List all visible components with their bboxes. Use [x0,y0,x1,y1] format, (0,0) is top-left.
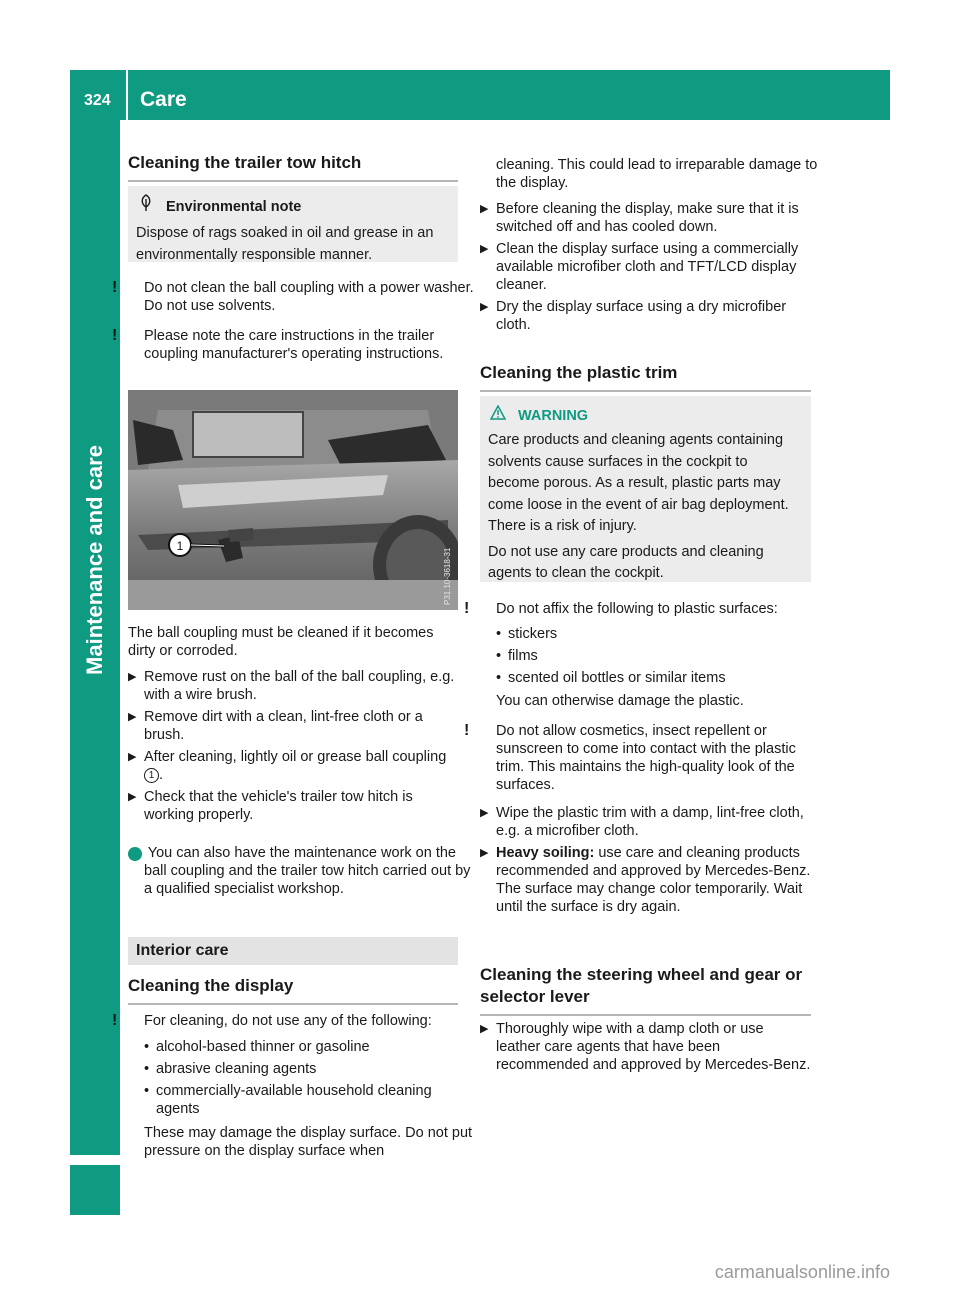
cosmetics-warning: ! Do not allow cosmetics, insect repellent or sunscreen to come into contact with the plastic trim. This maintains the high-quality look of the surfaces. [464,722,796,793]
exclamation-icon: ! [112,327,118,344]
photo-callout: 1 [176,539,184,553]
warning-text: Please note the care instructions in the trailer coupling manufacturer's operating instructions. [144,328,444,362]
header-bar [70,70,890,120]
warning-text: Do not clean the ball coupling with a power washer. Do not use solvents. [144,280,474,314]
step-item: ▶ Clean the display surface using a commercially available microfiber cloth and TFT/LCD display cleaner. [480,241,799,293]
display-steps [480,200,811,334]
warning-title: WARNING [518,408,589,424]
interior-care-bar: Interior care [128,937,458,965]
display-continued: cleaning. This could lead to irreparable damage to the display. [496,157,818,191]
arrow-icon: ▶ [128,791,137,803]
section-title-tow-hitch: Cleaning the trailer tow hitch [128,152,458,182]
step-item: ▶ Heavy soiling: use care and cleaning products recommended and approved by Mercedes-Benz. The surface may change color temporarily. Wait until the surface is dry again. [480,845,811,915]
callout-ref: 1 [144,768,159,783]
arrow-icon: ▶ [480,243,489,255]
page-number: 324 [84,92,111,109]
warning-triangle-icon [488,404,508,428]
side-square [70,1165,120,1215]
header-divider [126,70,128,120]
arrow-icon: ▶ [128,711,137,723]
exclamation-icon: ! [112,279,118,296]
display-bullets [128,1038,458,1118]
chapter-title: Care [140,88,187,111]
env-note-title: Environmental note [166,199,302,215]
arrow-icon: ▶ [480,1023,489,1035]
env-note-header [136,194,450,220]
bullet-item: • films [496,648,538,664]
leaf-icon [136,194,156,220]
bullet-item: • scented oil bottles or similar items [496,670,726,686]
exclamation-icon: ! [464,722,470,739]
step-item: ▶ Remove rust on the ball of the ball coupling, e.g. with a wire brush. [128,669,455,703]
plastic-tail: You can otherwise damage the plastic. [496,693,744,709]
display-tail: These may damage the display surface. Do not put pressure on the display surface when [144,1125,473,1159]
section-title-plastic: Cleaning the plastic trim [480,362,811,392]
warning-header [488,404,803,428]
step-item: ▶ Wipe the plastic trim with a damp, lint-free cloth, e.g. a microfiber cloth. [480,805,804,839]
warning-text-1: Care products and cleaning agents containing solvents cause surfaces in the cockpit to become porous. As a result, plastic parts may come loose in the event of air bag deployment. There is a risk of injury. [488,432,789,534]
exclamation-icon: ! [112,1012,118,1029]
watermark: carmanualsonline.info [714,1262,890,1282]
step-item: ▶ Thoroughly wipe with a damp cloth or use leather care agents that have been recommended and approved by Mercedes-Benz. [480,1021,811,1073]
plastic-steps [480,804,811,916]
tow-steps [128,668,458,824]
section-title-display: Cleaning the display [128,975,458,1005]
tow-hitch-photo [128,390,458,610]
bullet-item: • stickers [496,626,558,642]
step-item: ▶ Check that the vehicle's trailer tow hitch is working properly. [128,789,413,823]
display-warning: ! For cleaning, do not use any of the following: [112,1012,432,1029]
arrow-icon: ▶ [480,847,489,859]
step-item: ▶ Remove dirt with a clean, lint-free cloth or a brush. [128,709,423,743]
warning-manufacturer [112,327,474,363]
environmental-note [128,186,458,262]
arrow-icon: ▶ [128,751,137,763]
ball-coupling-text: The ball coupling must be cleaned if it becomes dirty or corroded. [128,625,434,659]
section-title-steering: Cleaning the steering wheel and gear or selector lever [480,964,811,1016]
env-note-text: Dispose of rags soaked in oil and grease in an environmentally responsible manner. [136,225,434,263]
exclamation-icon: ! [464,600,470,617]
side-chapter-label: Maintenance and care [82,445,107,675]
warning-text-2: Do not use any care products and cleaning agents to clean the cockpit. [488,543,764,581]
bullet-item: • commercially-available household cleaning agents [144,1083,432,1117]
step-item: ▶ After cleaning, lightly oil or grease ball coupling 1 . [128,749,447,783]
warning-box [480,396,811,582]
arrow-icon: ▶ [480,807,489,819]
bullet-item: • abrasive cleaning agents [144,1061,317,1077]
info-icon: i [128,847,142,861]
plastic-warning: ! Do not affix the following to plastic surfaces: [464,600,778,617]
arrow-icon: ▶ [480,301,489,313]
info-note: i You can also have the maintenance work on the ball coupling and the trailer tow hitch carried out by a qualified specialist workshop. [125,845,471,897]
steering-steps [480,1020,811,1074]
plastic-bullets [480,625,811,687]
photo-code: P31.10-3618-31 [443,547,452,605]
arrow-icon: ▶ [128,671,137,683]
step-item: ▶ Before cleaning the display, make sure that it is switched off and has cooled down. [480,201,799,235]
arrow-icon: ▶ [480,203,489,215]
bullet-item: • alcohol-based thinner or gasoline [144,1039,370,1055]
step-item: ▶ Dry the display surface using a dry microfiber cloth. [480,299,787,333]
warning-power-washer [112,279,474,315]
